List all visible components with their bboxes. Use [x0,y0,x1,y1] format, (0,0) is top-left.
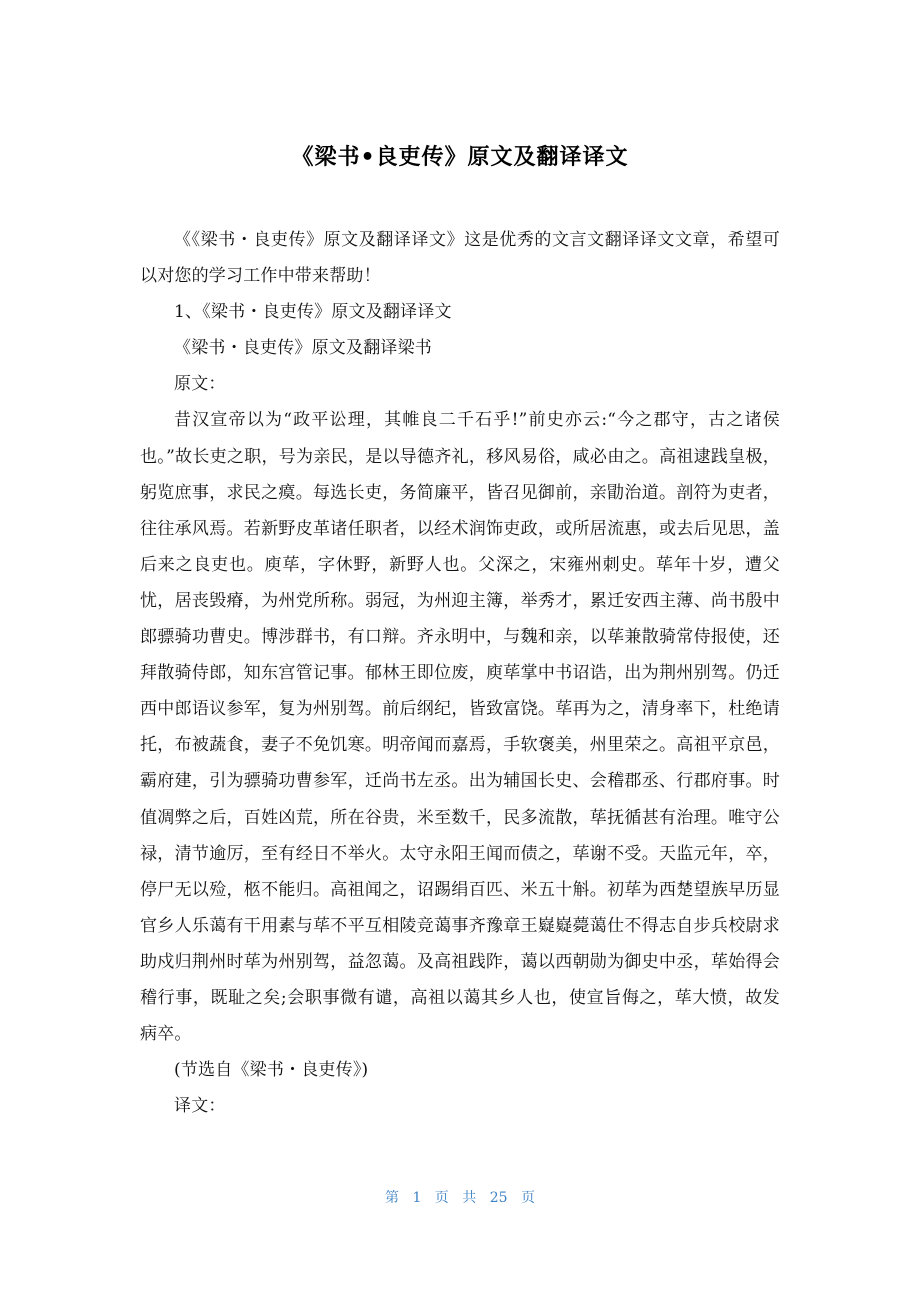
page-footer: 第 1 页 共 25 页 [385,1190,535,1206]
translation-label: 译文： [174,1096,226,1117]
source-note: (节选自《梁书・良吏传》) [174,1060,369,1081]
subsection-heading: 《梁书・良吏传》原文及翻译梁书 [174,338,432,359]
document-body [140,222,780,1124]
intro-paragraph: 《《梁书・良吏传》原文及翻译译文》这是优秀的文言文翻译译文文章，希望可以对您的学习工作中带来帮助！ [140,230,780,287]
section-heading: 1、《梁书・良吏传》原文及翻译译文 [174,302,452,323]
document-title: 《梁书•良吏传》原文及翻译译文 [291,145,629,170]
original-text-paragraph: 昔汉宣帝以为“政平讼理，其帷良二千石乎!”前史亦云:“今之郡守，古之诸侯也。”故长吏之职，号为亲民，是以导德齐礼，移风易俗，咸必由之。高祖逮践皇极，躬览庶事，求民之瘼。每选长吏，务简廉平，皆召见御前，亲勖治道。剖符为吏者，往往承风焉。若新野皮革诸任职者，以经术润饰吏政，或所居流惠，或去后见思，盖后来之良吏也。庾荜，字休野，新野人也。父深之，宋雍州刺史。荜年十岁，遭父忧，居丧毁瘠，为州党所称。弱冠，为州迎主簿，举秀才，累迁安西主薄、尚书殷中郎骠骑功曹史。博涉群书，有口辩。齐永明中，与魏和亲，以荜兼散骑常侍报使，还拜散骑侍郎，知东宫管记事。郁林王即位废，庾荜掌中书诏诰，出为荆州别驾。仍迁西中郎语议参军，复为州别驾。前后纲纪，皆致富饶。荜再为之，清身率下，杜绝请托，布被蔬食，妻子不免饥寒。明帝闻而嘉焉，手软褒美，州里荣之。高祖平京邑，霸府建，引为骠骑功曹参军，迁尚书左丞。出为辅国长史、会稽郡丞、行郡府事。时值凋弊之后，百姓凶荒，所在谷贵，米至数千，民多流散，荜抚循甚有治理。唯守公禄，清节逾厉，至有经日不举火。太守永阳王闻而债之，荜谢不受。天监元年，卒，停尸无以殓，柩不能归。高祖闻之，诏踢绢百匹、米五十斛。初荜为西楚望族早历显官乡人乐蔼有干用素与荜不平互相陵竞蔼事齐豫章王嶷嶷薨蔼仕不得志自步兵校尉求助戍归荆州时荜为州别驾，益忽蔼。及高祖践阼，蔼以西朝勋为御史中丞，荜始得会稽行事，既耻之矣;会职事微有谴，高祖以蔼其乡人也，使宣旨侮之，荜大愤，故发病卒。 [140,410,780,1045]
original-text-label: 原文： [174,374,226,395]
